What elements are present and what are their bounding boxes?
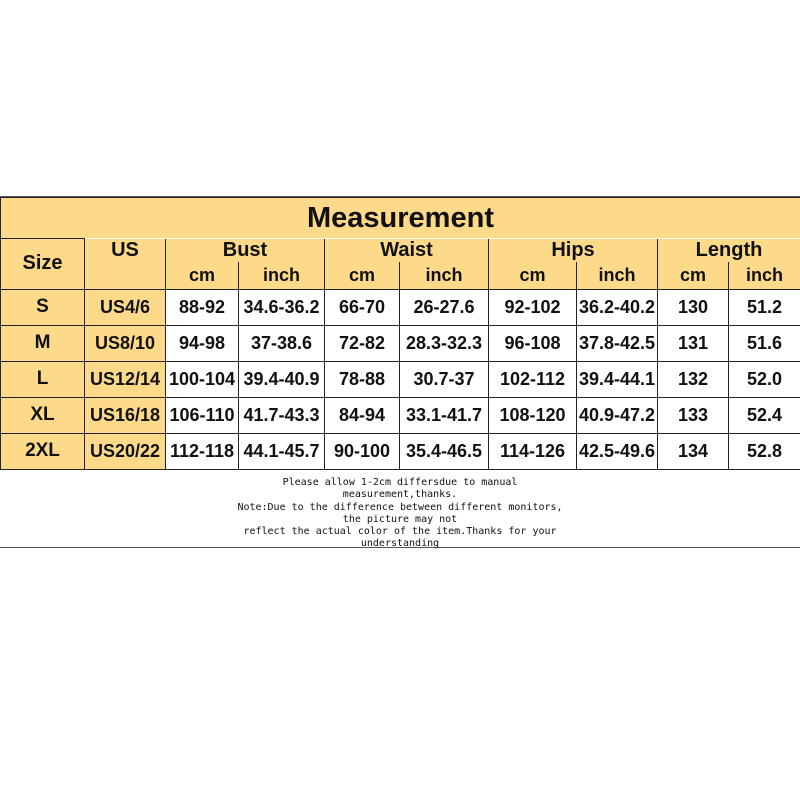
header-bust-cm: cm (166, 262, 239, 290)
size-cell: S (1, 289, 85, 325)
header-bust: Bust (166, 239, 325, 262)
hips-inch-cell: 40.9-47.2 (577, 397, 658, 433)
us-size-cell: US4/6 (85, 289, 166, 325)
size-cell: 2XL (1, 433, 85, 469)
length-inch-cell: 52.8 (729, 433, 800, 469)
waist-inch-cell: 26-27.6 (400, 289, 489, 325)
waist-cm-cell: 84-94 (325, 397, 400, 433)
hips-inch-cell: 42.5-49.6 (577, 433, 658, 469)
header-hips: Hips (489, 239, 658, 262)
waist-cm-cell: 90-100 (325, 433, 400, 469)
us-size-cell: US20/22 (85, 433, 166, 469)
length-inch-cell: 52.0 (729, 361, 800, 397)
size-cell: L (1, 361, 85, 397)
bust-inch-cell: 34.6-36.2 (239, 289, 325, 325)
size-table (0, 197, 800, 470)
header-length-inch: inch (729, 262, 800, 290)
note-line: Note:Due to the difference between different monitors, (237, 501, 563, 513)
header-size: Size (1, 239, 85, 290)
waist-inch-cell: 30.7-37 (400, 361, 489, 397)
waist-cm-cell: 72-82 (325, 325, 400, 361)
length-cm-cell: 133 (658, 397, 729, 433)
hips-cm-cell: 114-126 (489, 433, 577, 469)
size-cell: M (1, 325, 85, 361)
hips-cm-cell: 92-102 (489, 289, 577, 325)
table-row (1, 433, 800, 469)
table-row (1, 325, 800, 361)
length-inch-cell: 52.4 (729, 397, 800, 433)
size-cell: XL (1, 397, 85, 433)
us-size-cell: US8/10 (85, 325, 166, 361)
table-row (1, 361, 800, 397)
note-line: reflect the actual color of the item.Thanks for your (243, 526, 557, 538)
hips-inch-cell: 39.4-44.1 (577, 361, 658, 397)
bust-inch-cell: 39.4-40.9 (239, 361, 325, 397)
header-hips-cm: cm (489, 262, 577, 290)
header-bust-inch: inch (239, 262, 325, 290)
header-length-cm: cm (658, 262, 729, 290)
size-chart (0, 196, 800, 548)
hips-inch-cell: 36.2-40.2 (577, 289, 658, 325)
bust-cm-cell: 112-118 (166, 433, 239, 469)
length-cm-cell: 130 (658, 289, 729, 325)
header-us-blank (85, 262, 166, 290)
bust-cm-cell: 88-92 (166, 289, 239, 325)
header-hips-inch: inch (577, 262, 658, 290)
length-cm-cell: 132 (658, 361, 729, 397)
header-us: US (85, 239, 166, 262)
header-length: Length (658, 239, 800, 262)
waist-inch-cell: 28.3-32.3 (400, 325, 489, 361)
hips-inch-cell: 37.8-42.5 (577, 325, 658, 361)
length-cm-cell: 131 (658, 325, 729, 361)
table-row (1, 289, 800, 325)
note-line: understanding (360, 538, 440, 550)
header-waist: Waist (325, 239, 489, 262)
waist-inch-cell: 35.4-46.5 (400, 433, 489, 469)
hips-cm-cell: 96-108 (489, 325, 577, 361)
bust-inch-cell: 37-38.6 (239, 325, 325, 361)
length-cm-cell: 134 (658, 433, 729, 469)
table-title: Measurement (1, 198, 800, 239)
waist-cm-cell: 78-88 (325, 361, 400, 397)
waist-cm-cell: 66-70 (325, 289, 400, 325)
bust-inch-cell: 44.1-45.7 (239, 433, 325, 469)
note-line: Please allow 1-2cm differsdue to manual (282, 477, 518, 488)
waist-inch-cell: 33.1-41.7 (400, 397, 489, 433)
length-inch-cell: 51.6 (729, 325, 800, 361)
disclaimer-note (0, 477, 800, 551)
header-waist-cm: cm (325, 262, 400, 290)
hips-cm-cell: 102-112 (489, 361, 577, 397)
us-size-cell: US12/14 (85, 361, 166, 397)
bust-cm-cell: 100-104 (166, 361, 239, 397)
note-line: measurement,thanks. (342, 489, 458, 501)
note-line: the picture may not (342, 513, 458, 525)
bust-inch-cell: 41.7-43.3 (239, 397, 325, 433)
length-inch-cell: 51.2 (729, 289, 800, 325)
header-waist-inch: inch (400, 262, 489, 290)
table-row (1, 397, 800, 433)
bust-cm-cell: 94-98 (166, 325, 239, 361)
hips-cm-cell: 108-120 (489, 397, 577, 433)
bust-cm-cell: 106-110 (166, 397, 239, 433)
us-size-cell: US16/18 (85, 397, 166, 433)
